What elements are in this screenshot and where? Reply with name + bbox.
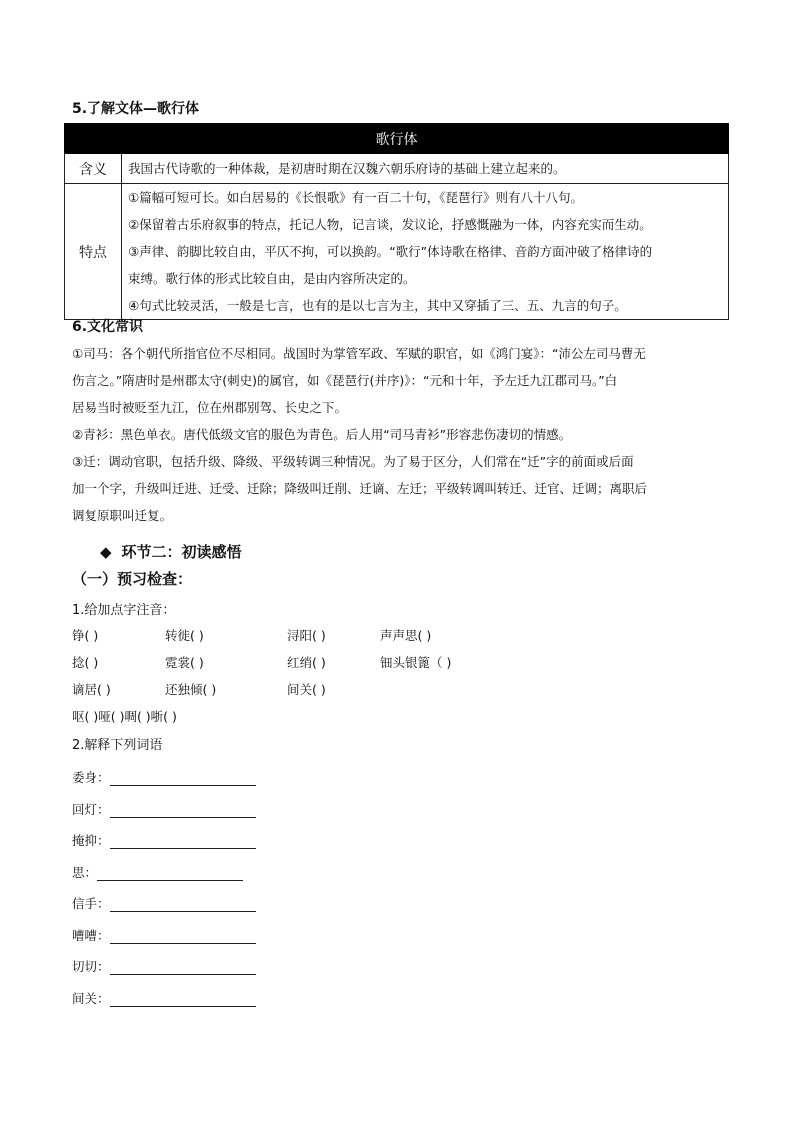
- culture-line: 加一个字，升级叫迁进、迁受、迁除；降级叫迁削、迁谪、左迁；平级转调叫转迁、迁官、迁调；离职后: [72, 481, 648, 496]
- section6-title: 6.文化常识: [72, 319, 144, 335]
- term-label: 回灯：: [72, 802, 110, 817]
- culture-line: 伤言之。”隋唐时是州郡太守(刺史)的属官，如《琵琶行(并序)》：“元和十年，予左迁九江郡司马。”白: [72, 373, 618, 388]
- pinyin-item: 钿头银篦（ ): [380, 655, 452, 670]
- answer-blank[interactable]: [110, 834, 256, 849]
- term-row: [72, 957, 256, 975]
- diamond-bullet-icon: ◆: [100, 543, 112, 561]
- pinyin-item: 浔阳( ): [287, 628, 326, 643]
- pinyin-item: 谪居( ): [72, 682, 111, 697]
- table-header: 歌行体: [65, 124, 729, 154]
- step2-title: 环节二：初读感悟: [121, 543, 242, 561]
- answer-blank[interactable]: [110, 803, 256, 818]
- genre-table: [64, 123, 729, 320]
- culture-line: ③迁：调动官职，包括升级、降级、平级转调三种情况。为了易于区分，人们常在“迁”字的前面或后面: [72, 454, 634, 469]
- term-label: 切切：: [72, 959, 110, 974]
- term-row: [72, 831, 256, 849]
- meaning-line: 我国古代诗歌的一种体裁，是初唐时期在汉魏六朝乐府诗的基础上建立起来的。: [128, 161, 566, 176]
- term-row: [72, 989, 256, 1007]
- pinyin-item: 间关( ): [287, 682, 326, 697]
- feature-line: ①篇幅可短可长。如白居易的《长恨歌》有一百二十句，《琵琶行》则有八十八句。: [128, 190, 583, 205]
- answer-blank[interactable]: [110, 992, 256, 1007]
- pinyin-item: 红绡( ): [287, 655, 326, 670]
- pinyin-item: 捻( ): [72, 655, 99, 670]
- row-label-features: 特点: [65, 184, 122, 320]
- term-row: [72, 768, 256, 786]
- pinyin-item: 转徙( ): [165, 628, 204, 643]
- pinyin-item: 铮( ): [72, 628, 99, 643]
- term-label: 思：: [72, 865, 98, 880]
- step2-heading: [100, 541, 242, 562]
- pinyin-item: 呕( )哑( )啁( )哳( ): [72, 709, 177, 724]
- row-content-features: [122, 184, 729, 320]
- term-label: 委身：: [72, 770, 110, 785]
- pinyin-row-4: [72, 707, 177, 725]
- feature-line: ③声律、韵脚比较自由，平仄不拘，可以换韵。“歌行”体诗歌在格律、音韵方面冲破了格律诗的: [128, 244, 653, 259]
- culture-notes: [72, 340, 724, 529]
- term-row: [72, 863, 243, 881]
- term-label: 掩抑：: [72, 833, 110, 848]
- preview-title: （一）预习检查：: [72, 570, 193, 588]
- answer-blank[interactable]: [110, 897, 256, 912]
- term-row: [72, 926, 256, 944]
- row-label-meaning: 含义: [65, 154, 122, 184]
- feature-line: ④句式比较灵活，一般是七言，也有的是以七言为主，其中又穿插了三、五、九言的句子。: [128, 298, 627, 313]
- culture-line: 调复原职叫迁复。: [72, 508, 173, 523]
- section5-title: 5.了解文体—歌行体: [72, 101, 200, 117]
- pinyin-item: 还独倾( ): [165, 682, 217, 697]
- culture-line: ②青衫：黑色单衣。唐代低级文官的服色为青色。后人用“司马青衫”形容悲伤凄切的情感。: [72, 427, 572, 442]
- term-label: 信手：: [72, 896, 110, 911]
- culture-line: 居易当时被贬至九江，位在州郡别驾、长史之下。: [72, 400, 348, 415]
- answer-blank[interactable]: [110, 960, 256, 975]
- term-row: [72, 894, 256, 912]
- term-row: [72, 800, 256, 818]
- answer-blank[interactable]: [110, 929, 256, 944]
- term-label: 间关：: [72, 991, 110, 1006]
- culture-line: ①司马：各个朝代所指官位不尽相同。战国时为掌管军政、军赋的职官，如《鸿门宴》：“沛公左司马曹无: [72, 346, 646, 361]
- answer-blank[interactable]: [97, 866, 243, 881]
- feature-line: 束缚。歌行体的形式比较自由，是由内容所决定的。: [128, 271, 416, 286]
- row-content-meaning: [122, 154, 729, 184]
- term-label: 嘈嘈：: [72, 928, 110, 943]
- q1-title: 1.给加点字注音：: [72, 603, 176, 618]
- pinyin-item: 声声思( ): [380, 628, 432, 643]
- answer-blank[interactable]: [110, 771, 256, 786]
- feature-line: ②保留着古乐府叙事的特点，托记人物，记言谈，发议论，抒感慨融为一体，内容充实而生动。: [128, 217, 652, 232]
- q2-title: 2.解释下列词语: [72, 738, 163, 753]
- pinyin-item: 霓裳( ): [165, 655, 204, 670]
